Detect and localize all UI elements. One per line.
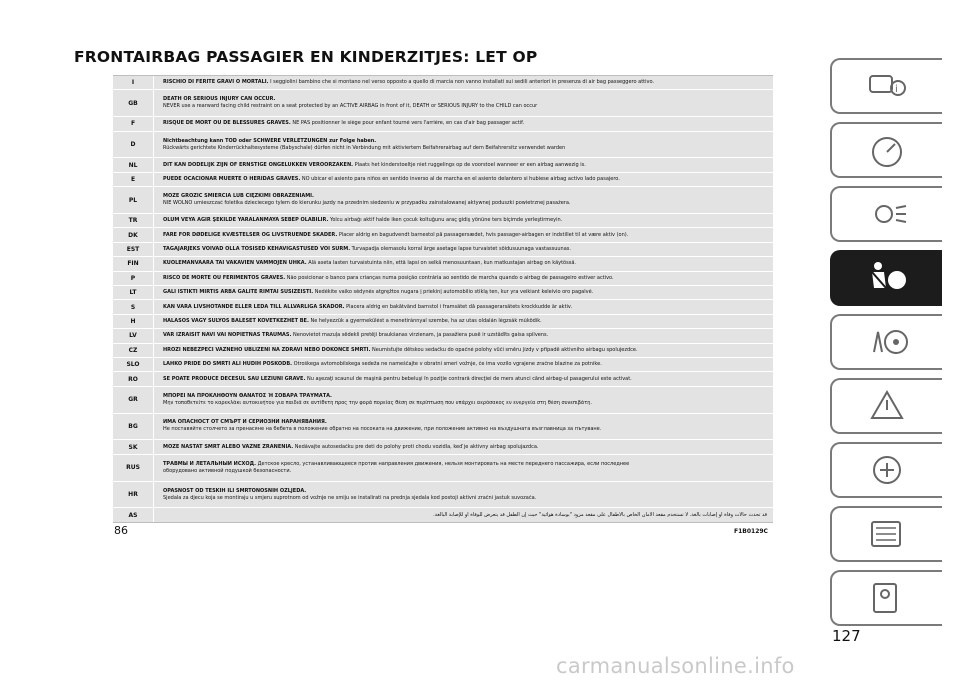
table-row xyxy=(113,228,773,242)
warning-line xyxy=(163,275,767,282)
language-code: BG xyxy=(113,414,154,440)
warning-line xyxy=(163,419,767,426)
warning-line xyxy=(163,461,767,468)
table-row xyxy=(113,455,773,482)
warning-body: Rückwärts gerichtete Kinderrückhaltesysteme (Babyschale) dürfen nicht in Verbindung mit aktiviertem Beifahrerairbag auf dem Beifahrersitz verwendet warden xyxy=(163,144,566,151)
chapter-tab[interactable] xyxy=(830,314,942,370)
warning-text xyxy=(154,260,773,267)
table-row xyxy=(113,344,773,358)
language-code: S xyxy=(113,300,154,313)
warning-text xyxy=(154,461,773,475)
table-row xyxy=(113,440,773,454)
table-row xyxy=(113,372,773,386)
language-code: SK xyxy=(113,440,154,453)
warning-line xyxy=(163,488,767,495)
chapter-tab[interactable] xyxy=(830,378,942,434)
warning-text xyxy=(154,347,773,354)
warning-body: Μην τοποθετείτε το καρεκλάκι αυτοκινήτου για παιδιά σε αντίθετη προς την φορά πορείας θέση σε περίπτωση που υπάρχει αερόσακος εν ενεργεία στη θέση συνεπιβάτη. xyxy=(163,399,592,406)
warning-text xyxy=(154,361,773,368)
warning-emphasis: HALÁSOS VAGY SÚLYOS BALESET KÖVETKEZHET BE. xyxy=(163,317,309,324)
language-code: CZ xyxy=(113,344,154,357)
lights-icon xyxy=(864,194,910,234)
figure-code: F1B0129C xyxy=(734,528,768,535)
language-code: P xyxy=(113,272,154,285)
warning-text xyxy=(154,176,773,183)
warning-line xyxy=(163,162,767,169)
dashboard-icon xyxy=(864,130,910,170)
table-row xyxy=(113,387,773,414)
warning-line xyxy=(163,468,767,475)
table-row xyxy=(113,243,773,257)
warning-emphasis: GALI IŠTIKTI MIRTIS ARBA GALITE RIMTAI SUSIŽEISTI. xyxy=(163,289,314,296)
table-row xyxy=(113,300,773,314)
warning-emphasis: ΜΠΟΡΕΙ ΝΑ ΠΡΟΚΛΗΘΟΥΝ ΘΑΝΑΤΟΣ Ή ΣΟΒΑΡΑ ΤΡΑΥΜΑΤΑ. xyxy=(163,392,332,399)
warning-body: NIE WOLNO umieszczać foletika dzieciecego tylem do kierunku jazdy na przednim siedzeniu w przypadku zainstalowanej aktywnej poduszki powietrznej pasażera. xyxy=(163,200,571,207)
warning-line xyxy=(163,79,767,86)
warning-body: Placera aldrig en bakåtvänd barnstol i framsätet då passagerarsätets krockkudde är aktiv. xyxy=(344,303,573,310)
warning-body: I seggiolini bambino che si montano nel verso opposto a quello di marcia non vanno installati sui sedili anteriori in presenza di air bag passeggero attivo. xyxy=(268,79,655,86)
car-info-icon xyxy=(864,66,910,106)
technical-data-icon xyxy=(864,578,910,618)
table-row xyxy=(113,286,773,300)
warning-text xyxy=(154,512,773,519)
table-row xyxy=(113,482,773,509)
warning-text xyxy=(154,120,773,127)
chapter-tab[interactable] xyxy=(830,58,942,114)
warning-body: Älä aseta lasten turvaistuinta niin, että lapsi on selkä menosuuntaan, kun matkustajan airbag on käytössä. xyxy=(306,260,576,267)
warning-emphasis: RISCHIO DI FERITE GRAVI O MORTALI. xyxy=(163,79,269,86)
warning-line xyxy=(163,393,767,400)
warning-emphasis: MOŻE GROZIĆ ŚMIERCIA LUB CIĘŻKIMI OBRAŻENIAMI. xyxy=(163,193,314,200)
warning-emphasis: FARE FOR DØDELIGE KVÆSTELSER OG LIVSTRUENDE SKADER. xyxy=(163,231,338,238)
driving-icon xyxy=(864,322,910,362)
warning-body: Nedėkite vaiko sėdynės atgręžtos nugara į priekinį automobilio stiklą ten, kur yra veikiant keleivio oro pagalvė. xyxy=(313,289,594,296)
language-code: PL xyxy=(113,187,154,213)
warning-text xyxy=(154,217,773,224)
warning-body: قد تحدث حالات وفاة أو إصابات بالغة. لا تستخدم مقعد الأمان الخاص بالأطفال على مقعد مزود "بوسادة هوائية" حيث إن الطفل قد يتعرض للوفاة أو للإصابة البالغة. xyxy=(433,511,767,518)
warning-emphasis: ТРАВМЫ И ЛЕТАЛЬНЫЙ ИСХОД. xyxy=(163,460,256,467)
language-code: RUS xyxy=(113,455,154,481)
page-number: 127 xyxy=(832,627,861,645)
warning-body: NE PAS positionner le siège pour enfant tourné vers l'arrière, en cas d'air bag passager actif. xyxy=(290,120,525,127)
table-row xyxy=(113,508,773,521)
language-code: GB xyxy=(113,90,154,116)
warning-line xyxy=(163,138,767,145)
warning-emphasis: HROZÍ NEBEZPEČÍ VÁŽNÉHO UBLÍŽENÍ NA ZDRAVÍ NEBO DOKONCE SMRTI. xyxy=(163,346,371,353)
language-code: DK xyxy=(113,228,154,241)
warning-line xyxy=(163,120,767,127)
chapter-tab[interactable] xyxy=(830,506,942,562)
warning-lights-icon xyxy=(864,386,910,426)
warning-body: Детское кресло, устанавливающееся против направления движения, нельзя монтировать на месте переднего пассажира, если последнее xyxy=(256,460,630,467)
warning-line xyxy=(163,289,767,296)
warning-line xyxy=(163,103,767,110)
warning-body: Yolcu airbağı aktif halde iken çocuk koltuğunu araç gidiş yönüne ters biçimde yerleştirmeyin. xyxy=(328,217,563,224)
warning-line xyxy=(163,347,767,354)
warning-line xyxy=(163,304,767,311)
warning-body: NO ubicar el asiento para niños en sentido inverso al de marcha en el asiento delantero si hubiese airbag activo lado pasajero. xyxy=(300,176,620,183)
warning-emphasis: RISQUE DE MORT OU DE BLESSURES GRAVES. xyxy=(163,120,291,127)
warning-body: Não posicionar o banco para crianças numa posição contrária ao sentido de marcha quando o airbag de passageiro estiver activo. xyxy=(285,274,614,281)
warning-text xyxy=(154,332,773,339)
warning-body: Placer aldrig en bagudvendt barnestol på passagersædet, hvis passager-airbagen er indstillet til at være aktiv (on). xyxy=(337,231,629,238)
warning-text xyxy=(154,393,773,407)
table-row xyxy=(113,132,773,159)
language-code: AS xyxy=(113,508,154,521)
table-row xyxy=(113,76,773,90)
warning-body: NEVER use a rearward facing child restraint on a seat protected by an ACTIVE AIRBAG in front of it, DEATH or SERIOUS INJURY to the CHILD can occur xyxy=(163,103,538,110)
table-row xyxy=(113,214,773,228)
chapter-tab[interactable] xyxy=(830,186,942,242)
warning-line xyxy=(163,512,767,519)
warning-body: Nu aşezaţi scaunul de maşină pentru bebeluşi în poziţie contrară direcţiei de mers atunci când airbag-ul pasagerului este activat. xyxy=(305,375,632,382)
table-row xyxy=(113,358,773,372)
warning-body: Neumisťujte dětskou sedačku do opačné polohy vůči směru jízdy v případě aktivního airbagu spolujezdce. xyxy=(370,346,638,353)
table-row xyxy=(113,272,773,286)
emergency-icon xyxy=(864,450,910,490)
warning-emphasis: PUEDE OCACIONAR MUERTE O HERIDAS GRAVES. xyxy=(163,176,301,183)
section-heading: FRONTAIRBAG PASSAGIER EN KINDERZITJES: LET OP xyxy=(74,48,538,66)
table-row xyxy=(113,257,773,271)
warning-line xyxy=(163,332,767,339)
table-row xyxy=(113,117,773,131)
warning-emphasis: DEATH OR SERIOUS INJURY CAN OCCUR. xyxy=(163,96,276,103)
warning-text xyxy=(154,419,773,433)
warning-line xyxy=(163,444,767,451)
chapter-tab[interactable] xyxy=(830,442,942,498)
language-code: I xyxy=(113,76,154,89)
language-code: H xyxy=(113,315,154,328)
warning-line xyxy=(163,318,767,325)
warning-text xyxy=(154,138,773,152)
maintenance-icon xyxy=(864,514,910,554)
language-code: SLO xyxy=(113,358,154,371)
language-code: TR xyxy=(113,214,154,227)
warning-text xyxy=(154,488,773,502)
warning-line xyxy=(163,495,767,502)
warning-line xyxy=(163,246,767,253)
warning-line xyxy=(163,260,767,267)
warning-text xyxy=(154,376,773,383)
language-code: HR xyxy=(113,482,154,508)
warning-body: Sjedala za djecu koja se montiraju u smjeru suprotnom od vožnje ne smiju se instalirati na prednja sjedala kod postoji aktivni zračni jastuk suvozača. xyxy=(163,494,537,501)
warning-emphasis: ÖLÜM VEYA AĞIR ŞEKİLDE YARALANMAYA SEBEP OLABİLİR. xyxy=(163,217,329,224)
warning-text xyxy=(154,79,773,86)
warning-body: Ne helyezzük a gyermekülést a menetiránnyal szembe, ha az utas oldalán légzsák működik. xyxy=(308,317,542,324)
table-row xyxy=(113,414,773,441)
warning-line xyxy=(163,193,767,200)
warning-emphasis: VAR IZRAISĪT NĀVI VAI NOPIETNAS TRAUMAS. xyxy=(163,332,292,339)
language-code: FIN xyxy=(113,257,154,270)
warning-emphasis: OPASNOST OD TEŠKIH ILI SMRTONOSNIH OZLJEDA. xyxy=(163,487,307,494)
chapter-tab[interactable] xyxy=(830,122,942,178)
table-row xyxy=(113,329,773,343)
warning-body: Nenovietot mazuļa sēdekli pretēji braukšanas virzienam, ja pasažiera pusē ir uzstādīts gaisa spilvens. xyxy=(291,332,549,339)
warning-emphasis: DIT KAN DODELIJK ZIJN OF ERNSTIGE ONGELUKKEN VEROORZAKEN. xyxy=(163,161,354,168)
warning-emphasis: ИМА ОПАСНОСТ ОТ СМЪРТ И СЕРИОЗНИ НАРАНЯВАНИЯ. xyxy=(163,419,327,426)
table-row xyxy=(113,90,773,117)
warning-emphasis: KUOLEMANVAARA TAI VAKAVIEN VAMMOJEN UHKA. xyxy=(163,260,307,267)
warning-body: Не поставяйте столчето за пренасяне на бебета в положение обратно на посоката на движение, при положение активно на въздушната възглавница за пътуване. xyxy=(163,426,602,433)
warning-body: Nedávajte autosedačku pre deti do polohy proti chodu vozidla, keď je aktívny airbag spolujazdca. xyxy=(293,443,539,450)
warning-line xyxy=(163,96,767,103)
warning-body: Turvapadja olemasolu korral ärge asetage lapse turvaistet sõidusuunaga vastassuunas. xyxy=(350,246,571,253)
warning-text xyxy=(154,193,773,207)
language-code: GR xyxy=(113,387,154,413)
language-code: LT xyxy=(113,286,154,299)
table-row xyxy=(113,173,773,187)
warning-emphasis: TAGAJÄRJEKS VÕIVAD OLLA TÕSISED KEHAVIGASTUSED VÕI SURM. xyxy=(163,246,351,253)
warning-emphasis: MÔŽE NASTAŤ SMRŤ ALEBO VÁŽNE ZRANENIA. xyxy=(163,443,294,450)
warning-emphasis: Nichtbeachtung kann TOD oder SCHWERE VERLETZUNGEN zur Folge haben. xyxy=(163,137,377,144)
language-code: F xyxy=(113,117,154,130)
table-row xyxy=(113,315,773,329)
inner-page-number: 86 xyxy=(114,524,128,537)
warning-line xyxy=(163,426,767,433)
warning-line xyxy=(163,376,767,383)
table-row xyxy=(113,158,773,172)
warning-line xyxy=(163,200,767,207)
language-code: NL xyxy=(113,158,154,171)
warning-body: Otroškega avtomobilskega sedeža ne nameščajte v obratni smeri vožnje, če ima vozilo vgrajene zračne blazine za potnike. xyxy=(292,361,602,368)
warning-emphasis: SE POATE PRODUCE DECESUL SAU LEZIUNI GRAVE. xyxy=(163,375,306,382)
language-code: RO xyxy=(113,372,154,385)
warning-text xyxy=(154,289,773,296)
warning-line xyxy=(163,176,767,183)
warning-text xyxy=(154,246,773,253)
language-code: LV xyxy=(113,329,154,342)
warning-line xyxy=(163,232,767,239)
warning-text xyxy=(154,275,773,282)
warning-text xyxy=(154,318,773,325)
seatbelt-airbag-icon xyxy=(864,258,910,298)
warning-line xyxy=(163,145,767,152)
table-row xyxy=(113,187,773,214)
warning-text xyxy=(154,232,773,239)
language-code: E xyxy=(113,173,154,186)
warning-line xyxy=(163,400,767,407)
warning-emphasis: LAHKO PRIDE DO SMRTI ALI HUDIH POŠKODB. xyxy=(163,361,293,368)
warning-text xyxy=(154,444,773,451)
language-code: EST xyxy=(113,243,154,256)
warning-body: оборудовано активной подушкой безопасности. xyxy=(163,467,292,474)
warning-text xyxy=(154,96,773,110)
chapter-tab[interactable] xyxy=(830,570,942,626)
warning-line xyxy=(163,217,767,224)
warning-table xyxy=(113,75,773,523)
chapter-tab[interactable] xyxy=(830,250,942,306)
warning-emphasis: RISCO DE MORTE OU FERIMENTOS GRAVES. xyxy=(163,274,286,281)
watermark: carmanualsonline.info xyxy=(556,654,795,678)
svg-text:i: i xyxy=(895,84,898,95)
warning-body: Plaats het kinderstoeltje niet ruggelings op de voorstoel wanneer er een airbag aanwezig is. xyxy=(353,161,586,168)
warning-text xyxy=(154,304,773,311)
warning-line xyxy=(163,361,767,368)
warning-emphasis: KAN VARA LIVSHOTANDE ELLER LEDA TILL ALLVARLIGA SKADOR. xyxy=(163,303,345,310)
warning-text xyxy=(154,162,773,169)
language-code: D xyxy=(113,132,154,158)
